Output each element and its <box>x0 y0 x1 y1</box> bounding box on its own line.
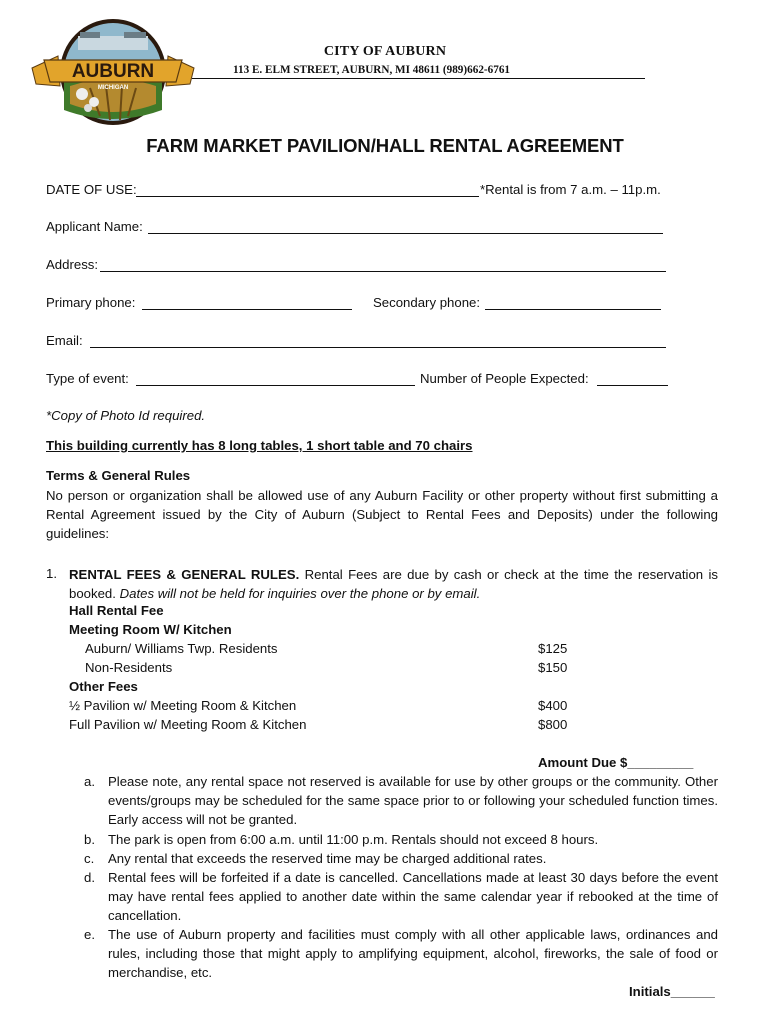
rule-c <box>84 849 718 868</box>
half-pavilion-fee: $400 <box>538 698 568 713</box>
rule-d <box>84 868 718 925</box>
primary-phone-field[interactable] <box>142 309 352 310</box>
applicant-name-field[interactable] <box>148 233 663 234</box>
rule-marker: e. <box>84 927 95 942</box>
initials-field[interactable]: Initials______ <box>629 984 715 999</box>
rule-marker: a. <box>84 774 95 789</box>
people-expected-label: Number of People Expected: <box>420 371 589 386</box>
half-pavilion-label: ½ Pavilion w/ Meeting Room & Kitchen <box>69 698 297 713</box>
city-address: 113 E. ELM STREET, AUBURN, MI 48611 (989)662-6761 <box>233 64 511 76</box>
date-of-use-label: DATE OF USE: <box>46 182 137 197</box>
section-number: 1. <box>46 566 57 581</box>
rule-e <box>84 925 718 982</box>
rule-text: Rental fees will be forfeited if a date is cancelled. Cancellations made at least 30 days before the event may have rental fees applied to another date within the same calendar year if rebooked at the time of cancellation. <box>108 870 718 923</box>
nonresidents-fee: $150 <box>538 660 568 675</box>
section-heading: RENTAL FEES & GENERAL RULES. <box>69 567 300 582</box>
primary-phone-label: Primary phone: <box>46 295 136 310</box>
rental-hours-note: *Rental is from 7 a.m. – 11p.m. <box>480 182 661 197</box>
rule-marker: c. <box>84 851 95 866</box>
rule-b <box>84 830 718 849</box>
secondary-phone-field[interactable] <box>485 309 661 310</box>
secondary-phone-label: Secondary phone: <box>373 295 481 310</box>
residents-fee: $125 <box>538 641 568 656</box>
terms-heading: Terms & General Rules <box>46 468 191 483</box>
nonresidents-label: Non-Residents <box>85 660 173 675</box>
meeting-room-heading: Meeting Room W/ Kitchen <box>69 622 232 637</box>
building-inventory-note: This building currently has 8 long tables, 1 short table and 70 chairs <box>46 438 473 453</box>
logo-wordmark: AUBURN <box>71 61 155 82</box>
address-field[interactable] <box>100 271 666 272</box>
date-of-use-field[interactable] <box>136 196 479 197</box>
header-rule <box>192 78 645 79</box>
page-title: FARM MARKET PAVILION/HALL RENTAL AGREEMENT <box>146 135 624 156</box>
full-pavilion-label: Full Pavilion w/ Meeting Room & Kitchen <box>69 717 307 732</box>
full-pavilion-fee: $800 <box>538 717 568 732</box>
event-type-field[interactable] <box>136 385 415 386</box>
rule-text: Please note, any rental space not reserved is available for use by other groups or the community. Other events/groups may be scheduled for the same space prior to or following your scheduled function times. Early access will not be granted. <box>108 774 718 827</box>
address-label: Address: <box>46 257 99 272</box>
terms-intro: No person or organization shall be allowed use of any Auburn Facility or other property without first submitting a Rental Agreement issued by the City of Auburn (Subject to Rental Fees and Deposits) under the following guidelines: <box>46 488 718 541</box>
applicant-name-label: Applicant Name: <box>46 219 143 234</box>
city-of-auburn-logo <box>30 16 196 128</box>
logo-subtext: MICHIGAN <box>97 85 129 91</box>
event-type-label: Type of event: <box>46 371 129 386</box>
amount-due[interactable]: Amount Due $_________ <box>538 755 694 770</box>
city-name: CITY OF AUBURN <box>323 44 447 59</box>
section-text: Rental Fees are due by cash or check at the time the reservation is booked. <box>69 567 719 601</box>
section-rental-fees <box>69 565 718 603</box>
rule-text: Any rental that exceeds the reserved time may be charged additional rates. <box>108 851 547 866</box>
people-expected-field[interactable] <box>597 385 668 386</box>
rule-marker: d. <box>84 870 95 885</box>
residents-label: Auburn/ Williams Twp. Residents <box>85 641 278 656</box>
email-label: Email: <box>46 333 83 348</box>
rule-text: The park is open from 6:00 a.m. until 11:00 p.m. Rentals should not exceed 8 hours. <box>108 832 599 847</box>
hall-fee-heading: Hall Rental Fee <box>69 603 164 618</box>
rule-text: The use of Auburn property and facilities must comply with all other applicable laws, ordinances and rules, including those that might apply to amplifying equipment, alcohol, fireworks, the sale of food or merchandise, etc. <box>108 927 718 980</box>
rule-a <box>84 772 718 829</box>
rule-marker: b. <box>84 832 95 847</box>
other-fees-heading: Other Fees <box>69 679 138 694</box>
section-italic-note: Dates will not be held for inquiries over the phone or by email. <box>119 586 481 601</box>
photo-id-note: *Copy of Photo Id required. <box>46 408 206 423</box>
email-field[interactable] <box>90 347 666 348</box>
